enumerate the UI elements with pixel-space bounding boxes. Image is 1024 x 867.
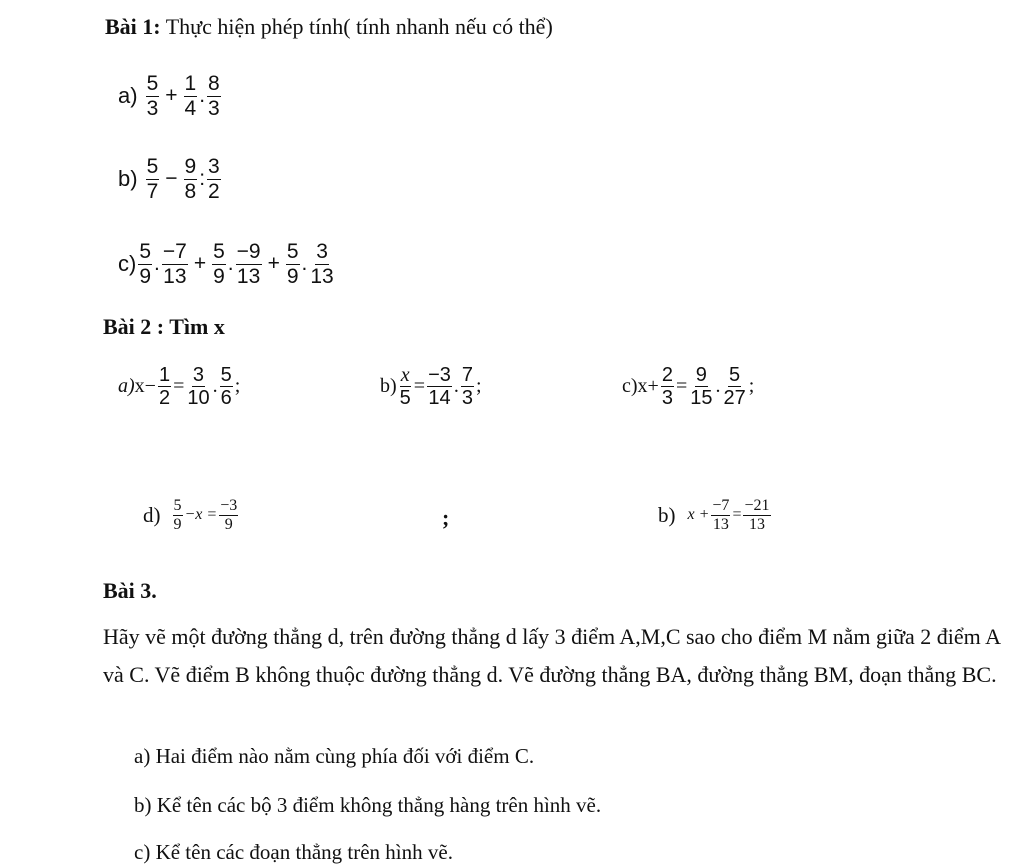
- bai1-instruction: Thực hiện phép tính( tính nhanh nếu có thể): [165, 14, 553, 39]
- operator: +: [193, 252, 207, 276]
- expr-prefix: x−: [134, 375, 156, 398]
- bai3-paragraph: Hãy vẽ một đường thẳng d, trên đường thẳng d lấy 3 điểm A,M,C sao cho điểm M nằm giữa 2 điểm A và C. Vẽ điểm B không thuộc đường thẳng d. Vẽ đường thẳng BA, đường thẳng BM, đoạn thẳng BC.: [103, 624, 1000, 687]
- fraction: $\frac{1}{2}$: [158, 364, 171, 410]
- operator: .: [715, 375, 721, 398]
- bai3-item-c: c) Kể tên các đoạn thẳng trên hình vẽ.: [134, 840, 453, 864]
- bai3-heading-line: [103, 578, 157, 604]
- terminator: ;: [748, 375, 755, 398]
- bai2-heading-line: [103, 314, 225, 340]
- expr-prefix: x+: [637, 375, 659, 398]
- operator: :: [199, 167, 206, 191]
- fraction: $\frac{-3}{9}$: [220, 497, 238, 533]
- separator-semicolon: ;: [442, 505, 450, 530]
- fraction: $\frac{-7}{13}$: [712, 497, 730, 533]
- fraction: $\frac{5}{3}$: [146, 72, 159, 120]
- item-label: b): [380, 375, 397, 398]
- item-label: a): [118, 83, 138, 109]
- fraction: $\frac{-9}{13}$: [236, 240, 261, 288]
- operator: +: [165, 84, 178, 108]
- fraction: $\frac{5}{27}$: [723, 364, 746, 410]
- fraction: $\frac{7}{3}$: [461, 364, 474, 410]
- fraction: $\frac{-3}{14}$: [428, 364, 451, 410]
- item-label: d): [143, 502, 161, 527]
- operator: .: [212, 375, 218, 398]
- operator: =: [413, 375, 426, 398]
- fraction: $\frac{5}{9}$: [286, 240, 299, 288]
- fraction: $\frac{9}{15}$: [690, 364, 713, 410]
- fraction: $\frac{5}{6}$: [220, 364, 232, 410]
- item-label: a): [118, 375, 135, 398]
- bai1-item-b: [118, 155, 223, 203]
- fraction: $\frac{9}{8}$: [184, 155, 197, 203]
- fraction: $\frac{5}{9}$: [173, 497, 182, 533]
- bai2-item-e: [658, 497, 773, 534]
- terminator: ;: [234, 375, 241, 398]
- bai1-item-c: [118, 240, 337, 288]
- fraction: $\frac{-21}{13}$: [744, 497, 770, 533]
- operator: .: [227, 252, 234, 276]
- bai3-heading: Bài 3.: [103, 578, 157, 603]
- fraction: $\frac{8}{3}$: [208, 72, 220, 120]
- bai3-item-a: a) Hai điểm nào nằm cùng phía đối với điểm C.: [134, 744, 535, 768]
- fraction: $\frac{5}{9}$: [213, 240, 225, 288]
- operator: .: [453, 375, 459, 398]
- operator: =: [732, 506, 742, 524]
- bai2-item-d: [143, 497, 240, 534]
- fraction: $\frac{5}{7}$: [146, 155, 159, 203]
- operator: +: [267, 252, 280, 276]
- fraction: $\frac{1}{4}$: [184, 72, 197, 120]
- item-label: b): [118, 166, 138, 192]
- fraction: $\frac{-7}{13}$: [162, 240, 187, 288]
- operator: =: [675, 375, 688, 398]
- bai3-item-b: b) Kể tên các bộ 3 điểm không thẳng hàng trên hình vẽ.: [134, 793, 602, 817]
- bai2-heading: Bài 2 : Tìm x: [103, 314, 225, 339]
- fraction: $\frac{3}{10}$: [187, 364, 210, 410]
- bai2-item-a: [118, 364, 240, 410]
- fraction: $\frac{x}{5}$: [399, 364, 411, 410]
- bai1-item-a: [118, 72, 223, 120]
- fraction: $\frac{2}{3}$: [661, 364, 673, 410]
- fraction: $\frac{3}{13}$: [310, 240, 334, 288]
- operator: .: [199, 84, 206, 108]
- fraction: $\frac{3}{2}$: [208, 155, 220, 203]
- item-label: b): [658, 502, 676, 527]
- operator: .: [301, 252, 308, 276]
- operator: =: [173, 375, 185, 398]
- item-label: c): [622, 375, 638, 398]
- operator: −: [165, 167, 178, 191]
- bai1-heading-line: [105, 14, 553, 40]
- bai2-item-c: [622, 364, 754, 410]
- operator: .: [154, 252, 160, 276]
- expr-prefix: x +: [687, 506, 710, 524]
- bai1-heading: Bài 1:: [105, 14, 161, 39]
- expr-middle: −x =: [184, 506, 218, 524]
- bai2-item-b: [380, 364, 482, 410]
- fraction: $\frac{5}{9}$: [139, 240, 152, 288]
- item-label: c): [118, 251, 137, 277]
- terminator: ;: [476, 375, 482, 398]
